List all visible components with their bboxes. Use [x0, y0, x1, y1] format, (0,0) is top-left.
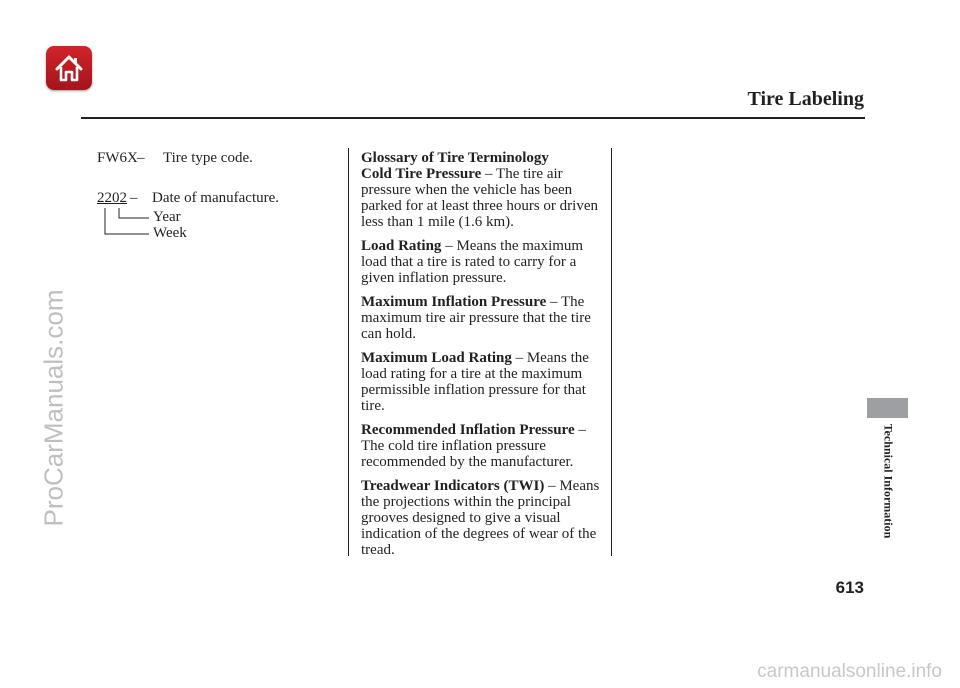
home-icon	[53, 52, 85, 84]
glossary-entry	[361, 422, 607, 470]
glossary-definition: – Means the maximum load that a tire is rated to carry for a given inflation pressure.	[361, 238, 584, 286]
glossary-entry	[361, 350, 607, 414]
glossary-term: Recommended Inflation Pressure	[361, 422, 575, 438]
glossary-term: Cold Tire Pressure	[361, 166, 482, 182]
type-code-dash: –	[137, 150, 145, 166]
glossary-term: Treadwear Indicators (TWI)	[361, 478, 545, 494]
footer-watermark: carmanualsonline.info	[757, 661, 942, 682]
glossary-heading: Glossary of Tire Terminology	[361, 150, 549, 166]
glossary-entry	[361, 294, 607, 342]
date-code-dash: –	[130, 190, 138, 206]
column-divider-right	[611, 148, 612, 556]
glossary-definition: – The maximum tire air pressure that the tire can hold.	[361, 294, 591, 342]
glossary-entry	[361, 478, 607, 558]
home-button[interactable]	[46, 46, 92, 90]
section-label: Technical Information	[881, 423, 896, 539]
glossary-definition: – The tire air pressure when the vehicle has been parked for at least three hours or driven less than 1 mile (1.6 km).	[361, 166, 598, 230]
week-label: Week	[153, 225, 187, 241]
glossary-term: Maximum Inflation Pressure	[361, 294, 547, 310]
glossary-entry	[361, 238, 607, 286]
date-code: 2202	[97, 190, 127, 206]
type-code: FW6X	[97, 150, 138, 166]
date-code-description: Date of manufacture.	[152, 190, 280, 206]
column-divider-left	[348, 148, 349, 556]
year-label: Year	[153, 209, 181, 225]
glossary-definition: – Means the projections within the principal grooves designed to give a visual indication of the degrees of wear of the tread.	[361, 478, 600, 558]
date-code-bracket-lines	[97, 208, 157, 242]
glossary-entry	[361, 166, 607, 230]
title-divider	[81, 117, 865, 119]
glossary-section	[361, 150, 607, 566]
type-code-description: Tire type code.	[163, 150, 253, 166]
glossary-definition: – The cold tire inflation pressure recommended by the manufacturer.	[361, 422, 586, 470]
section-tab-marker	[867, 398, 908, 418]
glossary-term: Load Rating	[361, 238, 442, 254]
glossary-term: Maximum Load Rating	[361, 350, 512, 366]
side-watermark: ProCarManuals.com	[38, 289, 69, 527]
page-number: 613	[835, 578, 864, 597]
glossary-definition: – Means the load rating for a tire at the maximum permissible inflation pressure for that tire.	[361, 350, 589, 414]
page-title: Tire Labeling	[747, 88, 864, 110]
